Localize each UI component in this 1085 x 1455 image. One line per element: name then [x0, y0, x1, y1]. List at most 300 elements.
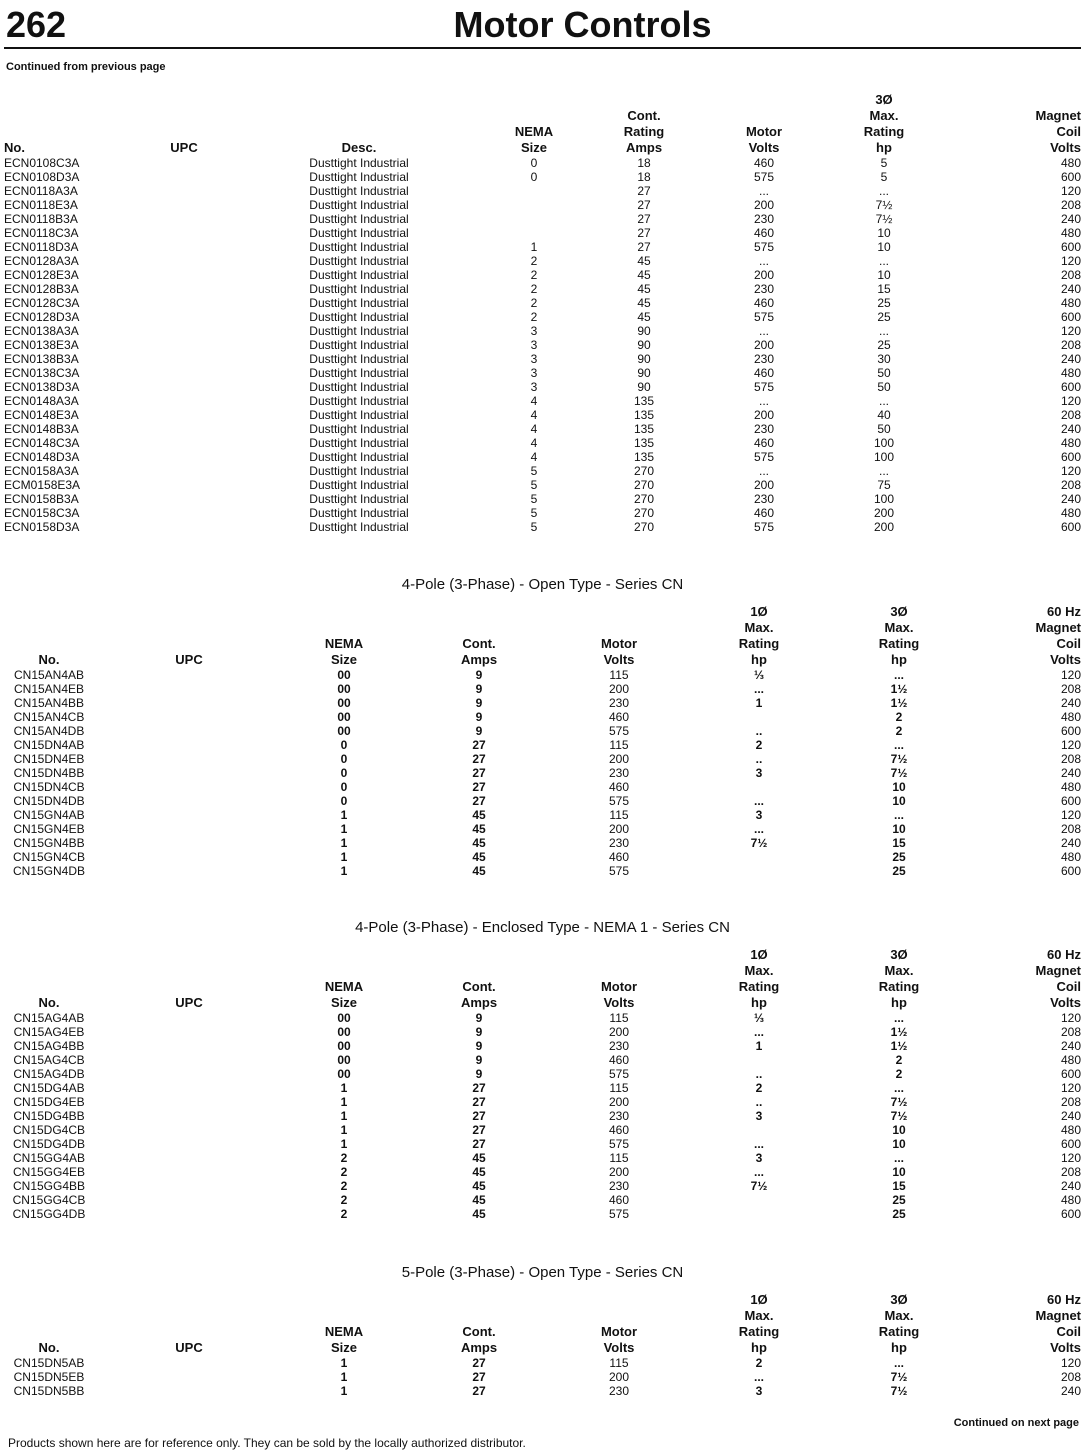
cell-upc [134, 352, 234, 366]
cell-motor-volts: 575 [608, 1207, 630, 1221]
cell-upc [94, 738, 284, 752]
table-row [4, 422, 1081, 436]
cell-upc [134, 226, 234, 240]
cell-hp-3phase: 2 [895, 1067, 903, 1081]
cell-nema-size: 0 [530, 170, 538, 184]
cell-coil-volts: 208 [1060, 408, 1081, 422]
cell-coil-volts: 480 [1060, 226, 1081, 240]
cell-nema-size: 3 [530, 338, 538, 352]
col-header-amps: Cont. Rating Amps [623, 108, 665, 155]
cell-nema-size: 00 [337, 696, 351, 710]
cell-hp-3phase: 10 [892, 1123, 906, 1137]
cell-upc [134, 478, 234, 492]
cell-upc [134, 422, 234, 436]
cell-description: Dusttight Industrial [309, 198, 409, 212]
cell-hp-3phase: 200 [873, 520, 895, 534]
cell-motor-volts: 575 [753, 450, 775, 464]
cell-part-no: ECN0128A3A [4, 254, 79, 268]
cell-amps: 90 [637, 352, 651, 366]
cell-amps: 18 [637, 156, 651, 170]
cell-motor-volts: 115 [609, 1011, 629, 1025]
cell-upc [134, 464, 234, 478]
cell-part-no: CN15AN4AB [13, 668, 85, 682]
cell-part-no: ECN0148C3A [4, 436, 80, 450]
cell-coil-volts: 480 [1060, 1193, 1081, 1207]
table-row [4, 1109, 1081, 1123]
cell-amps: 9 [475, 696, 483, 710]
cell-coil-volts: 120 [1060, 1011, 1081, 1025]
cell-hp-1phase: ... [753, 794, 764, 808]
cell-amps: 27 [472, 794, 486, 808]
cell-hp-3phase: 7½ [875, 212, 893, 226]
cell-nema-size: 0 [530, 156, 538, 170]
table-row [4, 1095, 1081, 1109]
cell-upc [94, 822, 284, 836]
cell-description: Dusttight Industrial [309, 156, 409, 170]
cell-hp-3phase: 30 [877, 352, 891, 366]
cell-motor-volts: 230 [753, 422, 775, 436]
cell-motor-volts: 230 [608, 836, 630, 850]
cell-description: Dusttight Industrial [309, 464, 409, 478]
cell-nema-size: 2 [340, 1207, 348, 1221]
table-row [4, 808, 1081, 822]
cell-upc [94, 766, 284, 780]
enclosed-4pole-table [4, 947, 1081, 1221]
cell-nema-size: 1 [340, 1081, 348, 1095]
table-row [4, 310, 1081, 324]
table-row [4, 212, 1081, 226]
cell-coil-volts: 240 [1060, 212, 1081, 226]
cell-coil-volts: 120 [1060, 1356, 1081, 1370]
cell-nema-size: 2 [530, 296, 538, 310]
cell-upc [94, 1207, 284, 1221]
cell-nema-size: 1 [340, 808, 348, 822]
cell-hp-3phase: 25 [877, 310, 891, 324]
cell-motor-volts: 115 [609, 1151, 629, 1165]
cell-hp-3phase: 10 [892, 1165, 906, 1179]
cell-motor-volts: 460 [608, 1123, 630, 1137]
cell-part-no: CN15AG4EB [13, 1025, 85, 1039]
cell-amps: 9 [475, 668, 483, 682]
col-header-hp1: 1Ø Max. Rating hp [738, 947, 780, 1010]
cell-amps: 90 [637, 324, 651, 338]
table-row [4, 1384, 1081, 1398]
cell-part-no: CN15GG4AB [12, 1151, 86, 1165]
cell-hp-3phase: 7½ [890, 1384, 908, 1398]
cell-hp-3phase: 7½ [890, 752, 908, 766]
cell-hp-3phase: ... [893, 1151, 904, 1165]
cell-upc [134, 212, 234, 226]
table-row [4, 1123, 1081, 1137]
cell-nema-size: 0 [340, 780, 348, 794]
cell-description: Dusttight Industrial [309, 352, 409, 366]
cell-motor-volts: 575 [753, 380, 775, 394]
cell-part-no: CN15AG4AB [13, 1011, 85, 1025]
cell-coil-volts: 480 [1060, 366, 1081, 380]
cell-description: Dusttight Industrial [309, 506, 409, 520]
cell-part-no: CN15AN4CB [13, 710, 85, 724]
col-header-upc: UPC [175, 652, 203, 667]
col-header-no: No. [38, 1340, 60, 1355]
cell-hp-3phase: ... [893, 1356, 904, 1370]
cell-amps: 270 [633, 478, 655, 492]
cell-hp-1phase [684, 780, 834, 794]
cell-coil-volts: 120 [1060, 394, 1081, 408]
cell-part-no: CN15AG4CB [13, 1053, 85, 1067]
cell-motor-volts: 230 [608, 1384, 630, 1398]
cell-motor-volts: 575 [608, 794, 630, 808]
dusttight-table-body [4, 156, 1081, 534]
col-header-hp3: 3Ø Max. Rating hp [878, 947, 920, 1010]
table-row [4, 436, 1081, 450]
table-row [4, 1039, 1081, 1053]
cell-coil-volts: 480 [1060, 780, 1081, 794]
cell-nema-size: 1 [340, 822, 348, 836]
cell-hp-1phase: .. [755, 1067, 763, 1081]
title-rule [4, 47, 1081, 49]
cell-part-no: CN15GN4CB [12, 850, 86, 864]
cell-motor-volts: 115 [609, 808, 629, 822]
cell-motor-volts: 575 [753, 240, 775, 254]
cell-upc [134, 450, 234, 464]
table-row [4, 408, 1081, 422]
cell-hp-1phase: 2 [755, 1081, 763, 1095]
cell-hp-1phase: .. [755, 1095, 763, 1109]
col-header-coil: Magnet Coil Volts [1035, 108, 1081, 155]
table-row [4, 296, 1081, 310]
cell-part-no: CN15DG4DB [12, 1137, 86, 1151]
table-row [4, 1207, 1081, 1221]
table-row [4, 352, 1081, 366]
cell-motor-volts: 115 [609, 738, 629, 752]
cell-description: Dusttight Industrial [309, 254, 409, 268]
cell-part-no: ECN0128C3A [4, 296, 80, 310]
cell-upc [94, 836, 284, 850]
cell-nema-size: 1 [340, 850, 348, 864]
table-row [4, 506, 1081, 520]
cell-hp-3phase: 25 [892, 1193, 906, 1207]
cell-part-no: CN15DN5BB [13, 1384, 85, 1398]
open-4pole-table [4, 604, 1081, 878]
cell-part-no: CN15DG4CB [12, 1123, 86, 1137]
cell-upc [94, 668, 284, 682]
cell-hp-1phase: 3 [755, 1109, 763, 1123]
cell-amps: 27 [472, 1370, 486, 1384]
cell-coil-volts: 208 [1060, 268, 1081, 282]
cell-nema-size: 1 [340, 1370, 348, 1384]
cell-amps: 45 [637, 310, 651, 324]
table-row [4, 710, 1081, 724]
cell-part-no: ECN0148A3A [4, 394, 79, 408]
cell-part-no: ECN0108C3A [4, 156, 80, 170]
table-row [4, 1356, 1081, 1370]
cell-amps: 9 [475, 682, 483, 696]
table-row [4, 156, 1081, 170]
cell-amps: 27 [637, 184, 651, 198]
cell-motor-volts: 230 [753, 352, 775, 366]
cell-nema-size [484, 226, 584, 240]
cell-amps: 27 [472, 1095, 486, 1109]
cell-amps: 27 [472, 780, 486, 794]
cell-hp-1phase: .. [755, 752, 763, 766]
cell-coil-volts: 600 [1060, 240, 1081, 254]
cell-part-no: CN15AG4BB [13, 1039, 85, 1053]
cell-nema-size: 3 [530, 366, 538, 380]
cell-upc [134, 282, 234, 296]
cell-coil-volts: 240 [1060, 696, 1081, 710]
cell-nema-size [484, 198, 584, 212]
table-row [4, 682, 1081, 696]
cell-upc [134, 254, 234, 268]
cell-hp-1phase: ... [753, 1137, 764, 1151]
open-5pole-table-body [4, 1356, 1081, 1398]
cell-upc [134, 506, 234, 520]
cell-hp-3phase: 7½ [890, 1109, 908, 1123]
cell-hp-3phase: 15 [892, 1179, 906, 1193]
cell-part-no: CN15AN4BB [13, 696, 85, 710]
cell-hp-3phase: ... [893, 1081, 904, 1095]
cell-upc [94, 696, 284, 710]
cell-coil-volts: 240 [1060, 422, 1081, 436]
cell-upc [134, 394, 234, 408]
page-title: Motor Controls [453, 4, 712, 45]
section-title-open-4pole: 4-Pole (3-Phase) - Open Type - Series CN [401, 576, 684, 593]
col-header-hp3: 3Ø Max. Rating hp [878, 1292, 920, 1355]
cell-motor-volts: 460 [753, 156, 775, 170]
cell-upc [134, 296, 234, 310]
cell-hp-1phase: 3 [755, 766, 763, 780]
cell-coil-volts: 120 [1060, 808, 1081, 822]
table-row [4, 170, 1081, 184]
cell-part-no: CN15GG4CB [12, 1193, 86, 1207]
cell-nema-size: 00 [337, 724, 351, 738]
cell-hp-3phase: ... [878, 324, 889, 338]
cell-nema-size: 1 [340, 1356, 348, 1370]
cell-motor-volts: 230 [753, 212, 775, 226]
table-row [4, 254, 1081, 268]
cell-hp-1phase: ... [753, 682, 764, 696]
cell-motor-volts: 200 [608, 1025, 630, 1039]
cell-coil-volts: 120 [1060, 254, 1081, 268]
cell-hp-3phase: 100 [873, 450, 895, 464]
cell-coil-volts: 600 [1060, 170, 1081, 184]
cell-hp-3phase: ... [878, 184, 889, 198]
cell-part-no: CN15DN4CB [13, 780, 85, 794]
cell-part-no: CN15GG4DB [12, 1207, 86, 1221]
col-header-coil: 60 Hz Magnet Coil Volts [1035, 604, 1081, 667]
cell-motor-volts: 460 [608, 710, 630, 724]
cell-amps: 9 [475, 1039, 483, 1053]
col-header-hp1: 1Ø Max. Rating hp [738, 604, 780, 667]
cell-amps: 9 [475, 1053, 483, 1067]
cell-coil-volts: 120 [1060, 184, 1081, 198]
cell-hp-1phase: ... [753, 1025, 764, 1039]
cell-nema-size [484, 212, 584, 226]
cell-upc [94, 1384, 284, 1398]
cell-part-no: ECN0128D3A [4, 310, 80, 324]
col-header-hp1: 1Ø Max. Rating hp [738, 1292, 780, 1355]
cell-upc [134, 184, 234, 198]
col-header-volts: Motor Volts [600, 636, 638, 667]
cell-hp-1phase [684, 850, 834, 864]
cell-hp-1phase: 7½ [750, 1179, 768, 1193]
cell-motor-volts: 230 [608, 696, 630, 710]
cell-amps: 90 [637, 338, 651, 352]
cell-coil-volts: 120 [1060, 1151, 1081, 1165]
cell-part-no: ECN0128E3A [4, 268, 79, 282]
cell-coil-volts: 600 [1060, 794, 1081, 808]
cell-description: Dusttight Industrial [309, 310, 409, 324]
cell-upc [94, 1053, 284, 1067]
cell-part-no: ECN0148E3A [4, 408, 79, 422]
cell-coil-volts: 120 [1060, 1081, 1081, 1095]
table-row [4, 1081, 1081, 1095]
cell-upc [94, 794, 284, 808]
cell-nema-size: 4 [530, 450, 538, 464]
cell-motor-volts: 230 [608, 766, 630, 780]
table-row [4, 752, 1081, 766]
cell-motor-volts: 575 [753, 310, 775, 324]
cell-hp-3phase: 10 [892, 780, 906, 794]
cell-nema-size: 5 [530, 506, 538, 520]
cell-amps: 135 [633, 394, 655, 408]
cell-coil-volts: 480 [1060, 850, 1081, 864]
cell-hp-3phase: 7½ [890, 1095, 908, 1109]
cell-hp-1phase [684, 1053, 834, 1067]
cell-hp-3phase: 50 [877, 422, 891, 436]
cell-amps: 90 [637, 380, 651, 394]
cell-nema-size: 4 [530, 422, 538, 436]
cell-description: Dusttight Industrial [309, 422, 409, 436]
cell-part-no: CN15GN4EB [13, 822, 85, 836]
cell-hp-3phase: ... [893, 738, 904, 752]
cell-hp-3phase: 200 [873, 506, 895, 520]
cell-hp-3phase: ... [893, 1011, 904, 1025]
table-row [4, 1137, 1081, 1151]
cell-nema-size: 1 [340, 1109, 348, 1123]
cell-amps: 270 [633, 464, 655, 478]
cell-nema-size: 4 [530, 394, 538, 408]
cell-description: Dusttight Industrial [309, 450, 409, 464]
cell-amps: 27 [472, 752, 486, 766]
cell-nema-size: 2 [530, 254, 538, 268]
cell-hp-3phase: 25 [877, 296, 891, 310]
cell-motor-volts: 200 [753, 268, 775, 282]
cell-part-no: ECN0158A3A [4, 464, 79, 478]
cell-amps: 45 [472, 1165, 486, 1179]
cell-nema-size: 5 [530, 464, 538, 478]
cell-upc [94, 1081, 284, 1095]
col-header-volts: Motor Volts [745, 124, 783, 155]
cell-description: Dusttight Industrial [309, 170, 409, 184]
table-row [4, 1011, 1081, 1025]
cell-amps: 45 [472, 850, 486, 864]
cell-amps: 45 [637, 282, 651, 296]
cell-description: Dusttight Industrial [309, 408, 409, 422]
cell-motor-volts: 460 [608, 780, 630, 794]
cell-part-no: CN15AN4DB [13, 724, 85, 738]
cell-upc [94, 710, 284, 724]
cell-motor-volts: 460 [608, 1053, 630, 1067]
cell-hp-3phase: 15 [892, 836, 906, 850]
cell-upc [134, 436, 234, 450]
cell-upc [94, 724, 284, 738]
cell-motor-volts: 460 [753, 436, 775, 450]
cell-amps: 27 [472, 1109, 486, 1123]
table-row [4, 1067, 1081, 1081]
cell-motor-volts: 460 [753, 366, 775, 380]
cell-motor-volts: 230 [608, 1039, 630, 1053]
cell-upc [94, 1165, 284, 1179]
cell-motor-volts: 230 [753, 492, 775, 506]
cell-coil-volts: 480 [1060, 506, 1081, 520]
cell-part-no: ECN0158B3A [4, 492, 79, 506]
cell-coil-volts: 120 [1060, 668, 1081, 682]
cell-motor-volts: 575 [608, 724, 630, 738]
cell-upc [94, 1137, 284, 1151]
cell-hp-1phase: 2 [755, 738, 763, 752]
cell-nema-size: 00 [337, 1053, 351, 1067]
cell-nema-size: 00 [337, 1025, 351, 1039]
table-row [4, 1193, 1081, 1207]
cell-nema-size: 2 [340, 1151, 348, 1165]
col-header-amps: Cont. Amps [460, 1324, 498, 1355]
open-5pole-table [4, 1292, 1081, 1398]
col-header-nema: NEMA Size [324, 636, 364, 667]
cell-coil-volts: 480 [1060, 296, 1081, 310]
cell-part-no: CN15GG4EB [12, 1165, 86, 1179]
table-row [4, 780, 1081, 794]
cell-amps: 9 [475, 1011, 483, 1025]
cell-upc [94, 850, 284, 864]
cell-description: Dusttight Industrial [309, 394, 409, 408]
cell-amps: 9 [475, 1067, 483, 1081]
cell-description: Dusttight Industrial [309, 520, 409, 534]
cell-amps: 45 [472, 1151, 486, 1165]
table-row [4, 366, 1081, 380]
cell-part-no: CN15DN4BB [13, 766, 85, 780]
cell-nema-size: 3 [530, 324, 538, 338]
cell-part-no: ECN0138E3A [4, 338, 79, 352]
cell-nema-size: 00 [337, 1067, 351, 1081]
cell-upc [134, 240, 234, 254]
cell-upc [94, 1179, 284, 1193]
table-row [4, 738, 1081, 752]
cell-amps: 135 [633, 408, 655, 422]
cell-coil-volts: 240 [1060, 1039, 1081, 1053]
cell-upc [134, 492, 234, 506]
cell-hp-3phase: 7½ [890, 766, 908, 780]
cell-description: Dusttight Industrial [309, 436, 409, 450]
col-header-hp3: 3Ø Max. Rating hp [863, 92, 905, 155]
cell-hp-1phase [684, 1193, 834, 1207]
table-row [4, 226, 1081, 240]
cell-amps: 90 [637, 366, 651, 380]
page-number: 262 [6, 4, 67, 45]
cell-coil-volts: 208 [1060, 1370, 1081, 1384]
col-header-coil: 60 Hz Magnet Coil Volts [1035, 947, 1081, 1010]
cell-motor-volts: 460 [753, 506, 775, 520]
cell-amps: 27 [637, 198, 651, 212]
cell-description: Dusttight Industrial [309, 324, 409, 338]
cell-coil-volts: 240 [1060, 492, 1081, 506]
table-row [4, 282, 1081, 296]
cell-nema-size: 1 [530, 240, 538, 254]
cell-nema-size: 2 [530, 268, 538, 282]
cell-hp-3phase: 5 [880, 170, 888, 184]
table-row [4, 338, 1081, 352]
table-row [4, 864, 1081, 878]
